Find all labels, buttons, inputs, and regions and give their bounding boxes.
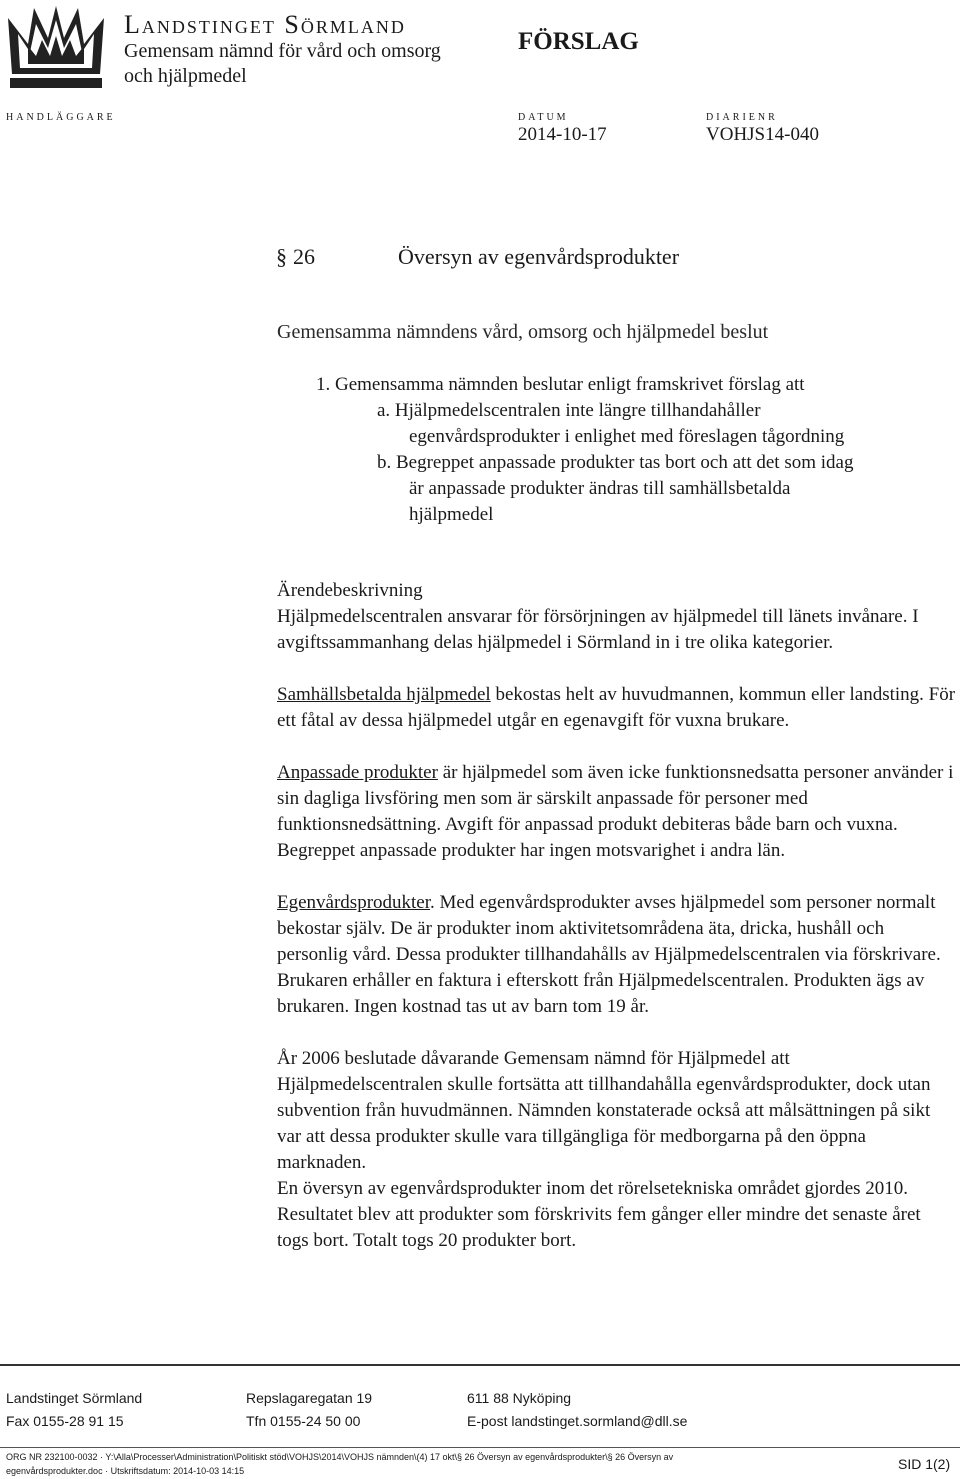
section-number: 26 [293, 244, 315, 269]
paragraph-6: En översyn av egenvårdsprodukter inom det rörelsetekniska området gjordes 2010. Resultatet blev att produkter som förskrivits fem gånger eller mindre det senaste året togs bort. Totalt togs 20 produkter bort. [277, 1178, 921, 1251]
footer-phone: Tfn 0155-24 50 00 [246, 1413, 361, 1429]
paragraph-3 [277, 760, 957, 864]
org-subtitle-line2: och hjälpmedel [124, 65, 247, 87]
footer-file-path: ORG NR 232100-0032 · Y:\Alla\Processer\Administration\Politiskt stöd\VOHJS\2014\VOHJS nämnden\(4) 17 okt\§ 26 Översyn av egenvårdsprodukter\§ 26 Översyn av [6, 1452, 674, 1462]
diarienr-value: VOHJS14-040 [706, 124, 819, 145]
footer-email: E-post landstinget.sormland@dll.se [467, 1413, 688, 1429]
label-diarienr: DIARIENR [706, 112, 778, 123]
label-handlaggare: HANDLÄGGARE [6, 112, 116, 123]
footer-divider-thin [0, 1447, 960, 1448]
footer-org: Landstinget Sörmland [6, 1390, 143, 1406]
paragraph-1: Hjälpmedelscentralen ansvarar för försörjningen av hjälpmedel till länets invånare. I avgiftssammanhang delas hjälpmedel i Sörmland in i tre olika kategorier. [277, 606, 919, 653]
footer-print-date: egenvårdsprodukter.doc · Utskriftsdatum: 2014-10-03 14:15 [6, 1466, 245, 1476]
case-description [277, 578, 957, 1254]
section-symbol: § [276, 244, 287, 269]
org-name: Landstinget Sörmland [124, 10, 406, 39]
footer-city: 611 88 Nyköping [467, 1390, 572, 1406]
decision-item-b [377, 450, 853, 528]
decision-item-b-line1: b. Begreppet anpassade produkter tas bort och att det som idag [377, 452, 854, 473]
paragraph-2-text: bekostas helt av huvudmannen, kommun eller landsting. För ett fåtal av dessa hjälpmedel utgår en egenavgift för vuxna brukare. [277, 684, 956, 731]
term-samhallsbetalda: Samhällsbetalda hjälpmedel [277, 684, 491, 705]
section-title: Översyn av egenvårdsprodukter [398, 244, 680, 269]
paragraph-4 [277, 890, 957, 1020]
footer-address: Repslagaregatan 19 [246, 1390, 373, 1406]
case-heading: Ärendebeskrivning [277, 580, 423, 601]
page-number: SID 1(2) [898, 1456, 951, 1472]
date-value: 2014-10-17 [518, 124, 607, 145]
org-subtitle-line1: Gemensam nämnd för vård och omsorg [124, 40, 441, 62]
document-type: FÖRSLAG [518, 28, 639, 55]
paragraph-2 [277, 682, 957, 734]
decision-item-b-line2: är anpassade produkter ändras till samhällsbetalda [409, 478, 791, 499]
decision-item-a-line2: egenvårdsprodukter i enlighet med föreslagen tågordning [409, 426, 845, 447]
paragraph-5: År 2006 beslutade dåvarande Gemensam nämnd för Hjälpmedel att Hjälpmedelscentralen skulle fortsätta att tillhandahålla egenvårdsprodukter, dock utan subvention från huvudmännen. Nämnden konstaterade också att målsättningen på sikt var att dessa produkter skulle vara tillgängliga för medborgarna på den öppna marknaden. [277, 1048, 931, 1173]
footer-fax: Fax 0155-28 91 15 [6, 1413, 124, 1429]
landsting-crown-logo [6, 4, 106, 92]
decision-item-a-line1: a. Hjälpmedelscentralen inte längre tillhandahåller [377, 400, 761, 421]
decision-item-1: 1. Gemensamma nämnden beslutar enligt framskrivet förslag att [316, 374, 805, 395]
decision-item-b-line3: hjälpmedel [409, 504, 494, 525]
term-anpassade: Anpassade produkter [277, 762, 438, 783]
paragraph-3-text: är hjälpmedel som även icke funktionsnedsatta personer använder i sin dagliga livsföring men som är särskilt anpassade för personer med funktionsnedsättning. Avgift för anpassad produkt debiteras både barn och vuxna. Begreppet anpassade produkter har ingen motsvarighet i andra län. [277, 762, 954, 861]
decision-item-a [377, 398, 844, 450]
term-egenvard: Egenvårdsprodukter [277, 892, 431, 913]
label-datum: DATUM [518, 112, 569, 123]
paragraph-4-text: . Med egenvårdsprodukter avses hjälpmedel som personer normalt bekostar själv. De är produkter inom aktivitetsområdena äta, dricka, hushåll och personlig vård. Dessa produkter tillhandahålls av Hjälpmedelscentralen via förskrivare. Brukaren erhåller en faktura i efterskott från Hjälpmedelscentralen. Produkten ägs av brukaren. Ingen kostnad tas ut av barn tom 19 år. [277, 892, 941, 1017]
footer-divider [0, 1364, 960, 1366]
decision-heading: Gemensamma nämndens vård, omsorg och hjälpmedel beslut [277, 321, 769, 343]
